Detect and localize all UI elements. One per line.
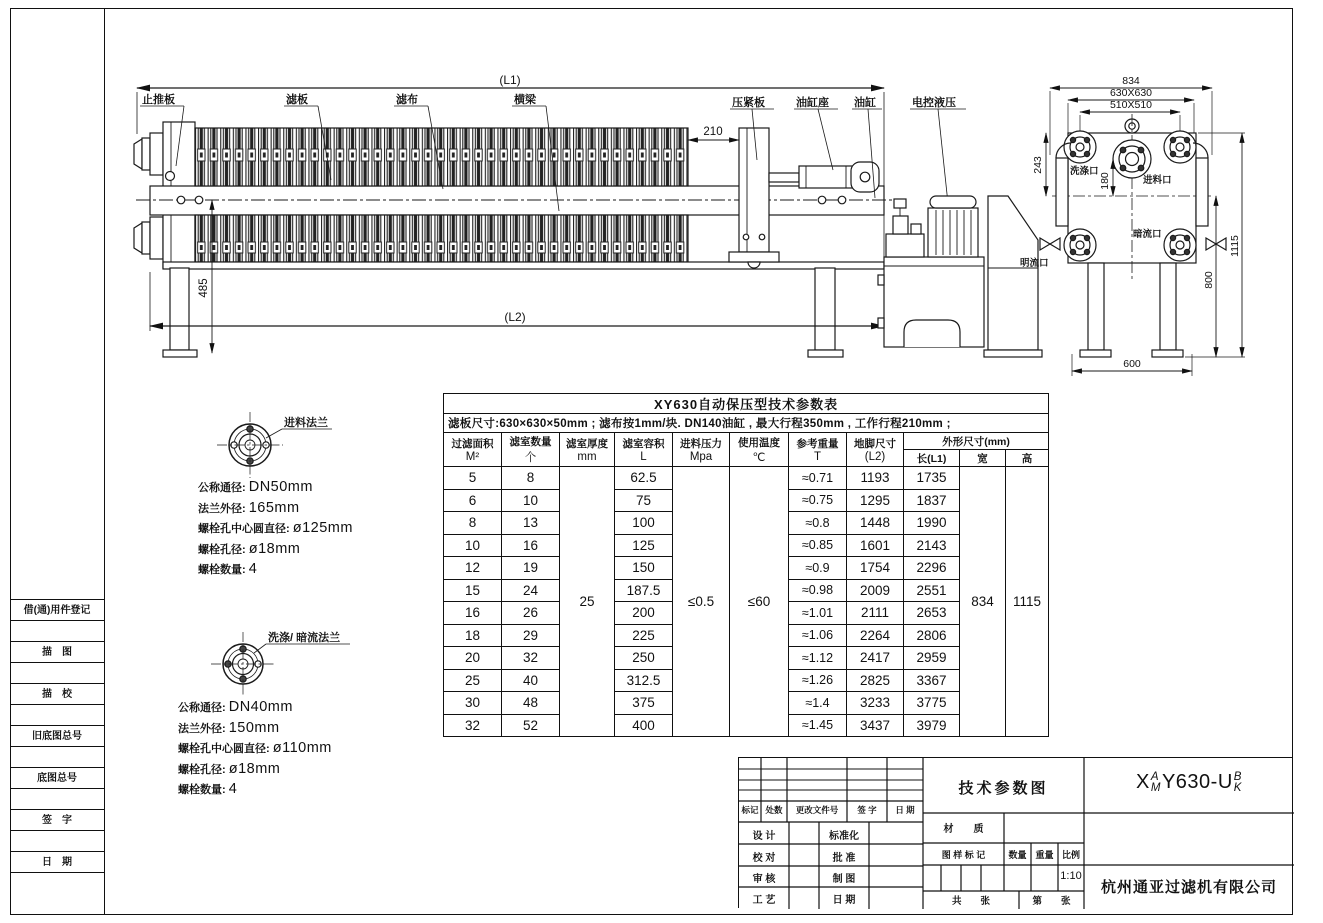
technical-parameter-table (443, 393, 1049, 737)
dim-600: 600 (1123, 358, 1141, 370)
col-header-thickness: 滤室厚度 mm (560, 433, 615, 467)
tb-proofread: 校 对 (752, 853, 776, 864)
col-header-area: 过滤面积 M² (444, 433, 502, 467)
label-beam: 横梁 (514, 94, 536, 106)
col-header-length: 长(L1) (904, 450, 960, 467)
table-title: XY630自动保压型技术参数表 (444, 394, 1049, 414)
dim-210: 210 (703, 126, 723, 138)
label-thrust-plate: 止推板 (142, 94, 175, 106)
table-subtitle: 滤板尺寸:630×630×50mm ; 滤布按1mm/块. DN140油缸 , 最大行程350mm , 工作行程210mm ; (444, 414, 1049, 433)
tb-review: 审 核 (752, 874, 776, 885)
tb-mark-label: 图 样 标 记 (941, 850, 986, 860)
col-header-weight: 参考重量 T (789, 433, 847, 467)
title-block (738, 757, 1293, 908)
dim-485: 485 (198, 278, 210, 298)
tb-rev-date: 日 期 (895, 805, 915, 815)
label-dark-flow-port: 暗流口 (1133, 229, 1162, 240)
left-strip-label-borrow: 借(通)用件登记 (10, 600, 104, 621)
dim-630x630: 630X630 (1109, 87, 1153, 99)
tb-draft: 制 图 (832, 874, 856, 885)
merged-thickness: 25 (560, 467, 615, 737)
left-strip-label-check: 描 校 (10, 684, 104, 705)
left-strip-label-date: 日 期 (10, 852, 104, 873)
col-header-temperature: 使用温度 ℃ (730, 433, 789, 467)
hydraulic-power-unit (878, 196, 1042, 357)
col-header-height: 高 (1006, 450, 1049, 467)
table-row: 16 26 200 ≈1.01 2111 2653 (444, 602, 1049, 625)
table-row: 30 48 375 ≈1.4 3233 3775 (444, 692, 1049, 715)
dim-l1: (L1) (499, 73, 521, 87)
dim-l2: (L2) (504, 310, 526, 324)
dim-834: 834 (1122, 75, 1140, 87)
table-row: 15 24 187.5 ≈0.98 2009 2551 (444, 579, 1049, 602)
tb-standardize: 标准化 (829, 831, 859, 842)
dim-510x510: 510X510 (1109, 99, 1153, 111)
tb-material-label: 材 质 (943, 824, 984, 835)
col-header-chambers: 滤室数量 个 (502, 433, 560, 467)
table-row: 6 10 75 ≈0.75 1295 1837 (444, 489, 1049, 512)
tb-qty-label: 数量 (1008, 850, 1027, 860)
table-row: 20 32 250 ≈1.12 2417 2959 (444, 647, 1049, 670)
table-row: 18 29 225 ≈1.06 2264 2806 (444, 624, 1049, 647)
tb-company-name: 杭州通亚过滤机有限公司 (1100, 879, 1277, 896)
table-row: 12 19 150 ≈0.9 1754 2296 (444, 557, 1049, 580)
feed-flange-detail (217, 412, 332, 478)
tb-scale-label: 比例 (1061, 850, 1080, 860)
table-row: 8 13 100 ≈0.8 1448 1990 (444, 512, 1049, 535)
table-row: 10 16 125 ≈0.85 1601 2143 (444, 534, 1049, 557)
wash-flange-specs: 公称通径: DN40mm 法兰外径: 150mm 螺栓孔中心圆直径: ø110mm 螺栓孔径: ø18mm 螺栓数量: 4 (178, 699, 332, 797)
side-view (134, 73, 966, 357)
label-feed-flange: 进料法兰 (284, 417, 328, 429)
tb-total-sheets: 共 张 (951, 896, 990, 907)
tb-drawing-title: 技术参数图 (958, 780, 1049, 797)
left-strip-label-trace: 描 图 (10, 642, 104, 663)
dim-180: 180 (1099, 172, 1111, 190)
tb-model-number: X A M Y630-U B K (1136, 770, 1242, 794)
label-pressing-plate: 压紧板 (732, 97, 765, 109)
col-header-width: 宽 (960, 450, 1006, 467)
tb-rev-sign: 签 字 (857, 805, 877, 815)
tb-process: 工 艺 (752, 895, 776, 906)
label-hydraulic-station: 电控液压 (912, 97, 956, 109)
label-open-flow-port: 明流口 (1020, 258, 1049, 269)
dim-243: 243 (1032, 156, 1044, 174)
col-header-pressure: 进料压力 Mpa (673, 433, 730, 467)
tb-rev-doc: 更改文件号 (795, 805, 839, 815)
table-row: 32 52 400 ≈1.45 3437 3979 (444, 714, 1049, 737)
tb-sheet-no: 第 张 (1032, 896, 1071, 907)
left-strip-label-old-no: 旧底图总号 (10, 726, 104, 747)
dim-1115: 1115 (1229, 235, 1241, 257)
label-wash-port: 洗涤口 (1070, 166, 1099, 177)
tb-rev-count: 处数 (765, 805, 783, 815)
merged-temperature: ≤60 (730, 467, 789, 737)
label-filter-cloth: 滤布 (396, 94, 418, 106)
tb-rev-mark: 标记 (741, 805, 759, 815)
tb-date: 日 期 (832, 895, 856, 906)
feed-flange-specs: 公称通径: DN50mm 法兰外径: 165mm 螺栓孔中心圆直径: ø125mm 螺栓孔径: ø18mm 螺栓数量: 4 (198, 479, 353, 577)
left-strip-label-base-no: 底图总号 (10, 768, 104, 789)
col-header-outline: 外形尺寸(mm) (904, 433, 1049, 450)
table-row: 5 8 25 62.5 ≤0.5 ≤60 ≈0.71 1193 1735 834 1115 (444, 467, 1049, 490)
label-filter-plate: 滤板 (286, 94, 308, 106)
left-strip-label-sign: 签 字 (10, 810, 104, 831)
label-oil-cylinder: 油缸 (854, 97, 876, 109)
tb-weight-label: 重量 (1035, 850, 1054, 860)
dim-800: 800 (1203, 271, 1215, 289)
merged-pressure: ≤0.5 (673, 467, 730, 737)
table-row: 25 40 312.5 ≈1.26 2825 3367 (444, 669, 1049, 692)
tb-design: 设 计 (752, 831, 776, 842)
label-cylinder-seat: 油缸座 (796, 97, 829, 109)
col-header-volume: 滤室容积 L (615, 433, 673, 467)
end-view (1020, 75, 1245, 376)
wash-flange-detail (211, 630, 350, 696)
tb-scale-value: 1:10 (1060, 870, 1082, 882)
tb-approve: 批 准 (832, 853, 856, 864)
label-feed-port: 进料口 (1143, 175, 1172, 186)
label-wash-flange: 洗涤/ 暗流法兰 (268, 632, 341, 644)
col-header-foot: 地脚尺寸 (L2) (847, 433, 904, 467)
merged-height: 1115 (1006, 467, 1049, 737)
merged-width: 834 (960, 467, 1006, 737)
